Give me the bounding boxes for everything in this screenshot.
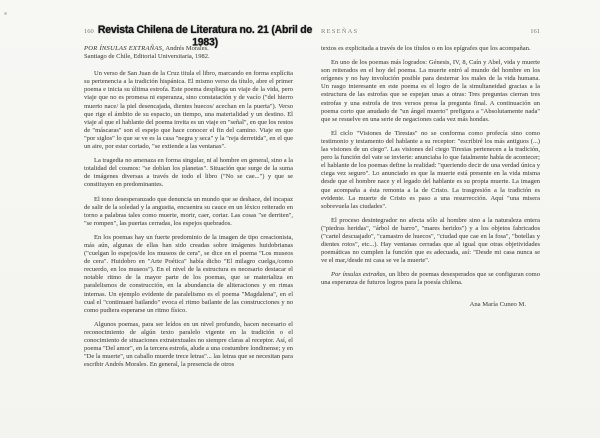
left-page-body <box>84 45 293 369</box>
book-author: Andrés Morales. <box>164 45 209 52</box>
paragraph: En los poemas hay un fuerte predominio de la imagen de tipo creacionista, más aún, algunas de ellas han sido creadas sobre imágenes huidobrianas ("cuelgan lo espejos/de los museos de cera", se dice en el poema "Los museos de cera". Huidobro en "Arte Poética" había dicho "El milagro cuelga,/como recuerdo, en los museos"). En el nivel de la estructura es necesario destacar el notable ritmo de la mayor parte de los poemas, que se materializa en paralelismos de construcción, en la abundancia de aliteraciones y en rimas internas. Un ejemplo evidente de paralelismo es el poema "Magdalena", en el cual el "continuaré bailando" evoca el ritmo bailante de las construcciones y no como pudiera esperarse un ritmo físico. <box>84 233 293 314</box>
paragraph: El proceso desintegrador no afecta sólo al hombre sino a la naturaleza entera ("piedras heridas", "árbol de barro", "mares heridos") y a los objetos fabricados ("cartel descuajado", "camastro de huecos", "ciudad que cae en la fosa", "botellas y dientes rotos", etc...). Hay ventanas cerradas que al igual que otras objetividades poemáticas no cumplen la función que es adecuada, así: "Desde mi casa nunca se ve el mar,/desde mi casa se ve la muerte". <box>321 216 540 265</box>
right-page-header <box>321 28 540 38</box>
closing-paragraph <box>321 271 540 287</box>
left-page-number: 160 <box>84 28 94 35</box>
scan-artifact <box>4 12 7 15</box>
right-page-body <box>321 45 540 309</box>
book-title: POR ÍNSULAS EXTRAÑAS, <box>84 45 165 52</box>
book-imprint: Santiago de Chile, Editorial Universitaria, 1982. <box>84 53 210 61</box>
paragraph: Algunos poemas, para ser leídos en un nivel profundo, hacen necesario el reconocimiento de algún texto paralelo vigente en la tradición o el conocimiento de situaciones extratextuales no siempre claras al receptor. Así, el poema "Del amor", en la tercera estrofa, alude a una costumbre londinense; y en "De la muerte", un caballo muerde trece letras"... las letras que se necesitan para escribir Andrés Morales. En general, la presencia de otros <box>84 320 293 369</box>
paragraph: La tragedia no amenaza en forma singular, ni al hombre en general, sino a la totalidad del cosmos: "se doblan los planetas". Situación que surge de la suma de imágenes diversas a través de todo el libro ("No se cae...") y que se constituyen en predominantes. <box>84 157 293 189</box>
closing-book-title: Por ínsulas extrañas <box>331 271 386 279</box>
paragraph: El ciclo "Visiones de Tiresias" no se conforma como profecía sino como testimonio y testamento del hablante a su receptor: "escribiré los más antiguos (...) las visiones de un ciego". Las visiones del ciego Tiresias pertenecen a la tradición, pero la función del vate se invierte: anunciaba lo que fatalmente había de acontecer; el hablante de los poemas define la realidad: "queriendo decir de una verdad única y ciega vez seguro". Lo anunciado es que la muerte está presente en la vida misma desde que el hombre nace y el legado del hablante es su propia muerte. La imagen que acompaña a ésta remonta a la de Cristo. La trasgresión a la tradición es evidente. La muerte de Cristo es paso a una resurrección. Aquí "una misera sobrevuela las ciudades". <box>321 129 540 210</box>
paragraph-continuation: textos es explicitada a través de los títulos o en los epígrafes que los acompañan. <box>321 45 531 52</box>
right-page <box>321 28 540 309</box>
viewer-overlay-title: Revista Chilena de Literatura no. 21 (Abril de 1983) <box>97 23 313 49</box>
paragraph: En uno de los poemas más logrados: Génesis, IV, 8, Caín y Abel, vida y muerte son reiterados en el hoy del poema. La muerte entró al mundo del hombre en los orígenes y no hay involución posible para desterrar los males de la vida humana. Un rasgo interesante en este poema es el logro de la simultaneidad gracias a la estructura de las estrofas que se espejan unas a otras: Tres preguntas cierran tres estrofas y una estrofa de tres versos presa la pregunta final. A continuación un poema corto que anudado de "un ángel muerto" prefigura a "Absolutamente nada" que se resuelve en una serie de negaciones cada vez más hondas. <box>321 59 540 123</box>
paragraph: Un verso de San Juan de la Cruz titula el libro, marcando en forma explícita su pertenencia a la tradición hispánica. El mismo verso da título, abre el primer poema e inicia su última estrofa. Este poema despliega un viaje de la vida, pero viaje que no es promesa ni esperanza, sino constatación y de vacío ("del hierro muerto nace/ la piel desencajada, dientes huecos/ acechan en la puerta"). Verso que rige el ámbito de su espacio, un tiempo, una materialidad y un destino. El viaje al que el hablante del poema invita es un viaje en "señal", en que los restos de "máscaras" son el espejo que hace conocer el fin del camino. Viaje en que "por siglos" lo que se ve es la casa "negra y seca" y la "reja derretida", en el que un aire, por estar cortado, "se extiende a las ventanas". <box>84 70 293 151</box>
right-page-number: 161 <box>530 28 540 35</box>
reviewer-signature: Ana María Cuneo M. <box>469 300 526 308</box>
closing-text: , un libro de poemas desesperados que se configuran como una esperanza de futuros logros para la poesía chilena. <box>321 271 540 287</box>
left-page <box>84 28 293 375</box>
running-head: RESEÑAS <box>321 28 359 35</box>
paragraph: El tono desesperanzado que denuncia un mundo que se deshace, del incapaz de salir de la soledad y la angustia, encuentra su cauce en un léxico reiterado en torno a palabras tales como muerte, morir, caer, cortar. Las cosas "se derriten", "se rompen", las puertas cerradas, los espejos quebrados. <box>84 195 293 227</box>
